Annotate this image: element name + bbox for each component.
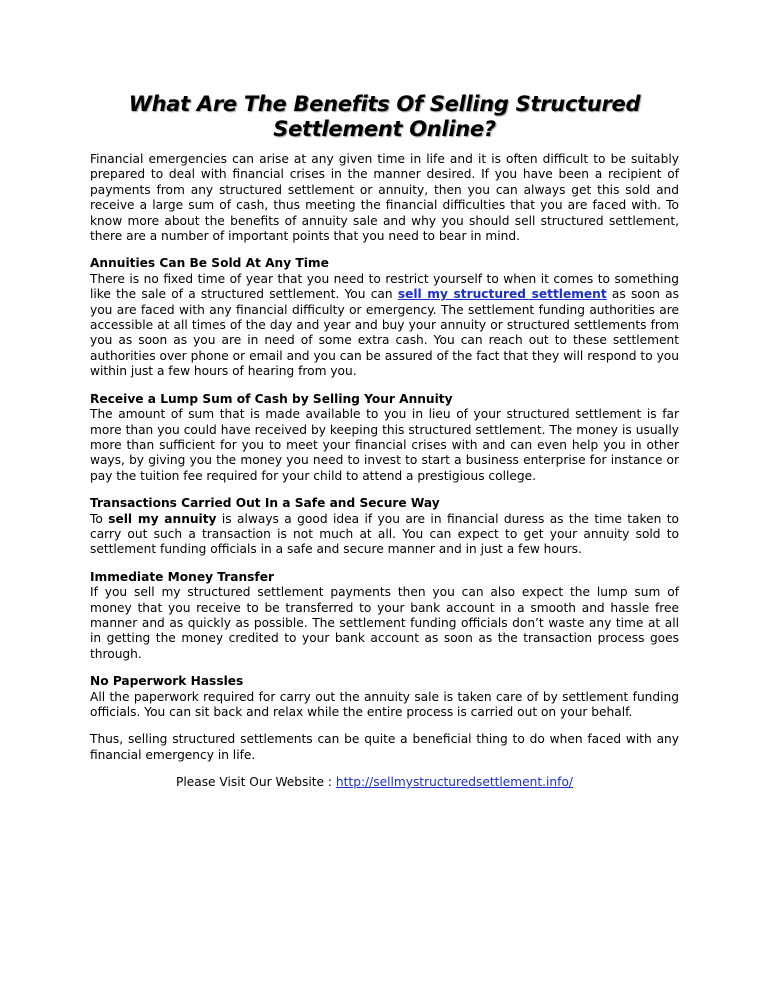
section-money-transfer (90, 570, 679, 662)
section-heading: No Paperwork Hassles (90, 674, 244, 689)
website-link[interactable]: http://sellmystructuredsettlement.info/ (335, 775, 574, 790)
footer-line (90, 775, 679, 790)
body-text: There is no fixed time of year that you need to restrict yourself to when it comes to something like the sale of a structured settlement. You can (90, 271, 679, 302)
title-line-2: Settlement Online? (273, 117, 496, 141)
section-body: If you sell my structured settlement payments then you can also expect the lump sum of money that you receive to be transferred to your bank account in a smooth and hassle free manner and as quickly as possible. The settlement funding officials don’t waste any time at all in getting the money credited to your bank account as soon as the transaction process goes through. (90, 585, 679, 661)
body-text: To (90, 511, 109, 526)
section-body (90, 272, 679, 380)
section-no-paperwork (90, 674, 679, 720)
conclusion-paragraph: Thus, selling structured settlements can be quite a beneficial thing to do when faced with any financial emergency in life. (90, 732, 679, 762)
section-heading: Receive a Lump Sum of Cash by Selling Your Annuity (90, 391, 453, 406)
section-body: The amount of sum that is made available to you in lieu of your structured settlement is far more than you could have received by keeping this structured settlement. The money is usually more than sufficient for you to meet your financial crises with and can even help you in other ways, by giving you the money you need to invest to start a business enterprise for instance or pay the tuition fee required for your child to attend a prestigious college. (90, 407, 679, 483)
section-body (90, 512, 679, 558)
section-annuities-any-time (90, 256, 679, 379)
section-heading: Transactions Carried Out In a Safe and Secure Way (90, 496, 440, 511)
section-lump-sum (90, 392, 679, 484)
body-text: is always a good idea if you are in financial duress as the time taken to carry out such a transaction is not much at all. You can expect to get your annuity sold to settlement funding officials in a safe and secure manner and in just a few hours. (90, 511, 679, 557)
title-line-1: What Are The Benefits Of Selling Structured (128, 92, 641, 116)
intro-paragraph: Financial emergencies can arise at any given time in life and it is often difficult to be suitably prepared to deal with financial crises in the manner desired. If you have been a recipient of payments from any structured settlement or annuity, then you can always get this sold and receive a large sum of cash, thus meeting the financial difficulties that you are faced with. To know more about the benefits of annuity sale and why you should sell structured settlement, there are a number of important points that you need to bear in mind. (90, 152, 679, 244)
document-page (90, 92, 679, 791)
section-body: All the paperwork required for carry out the annuity sale is taken care of by settlement funding officials. You can sit back and relax while the entire process is carried out on your behalf. (90, 689, 679, 719)
section-safe-secure (90, 496, 679, 558)
footer-label: Please Visit Our Website : (176, 775, 336, 790)
section-heading: Annuities Can Be Sold At Any Time (90, 256, 329, 271)
section-heading: Immediate Money Transfer (90, 569, 275, 584)
sell-my-annuity-bold: sell my annuity (108, 511, 217, 526)
body-text: as soon as you are faced with any financial difficulty or emergency. The settlement funding authorities are accessible at all times of the day and year and buy your annuity or structured settlements from you as soon as you are in need of some extra cash. You can reach out to these settlement authorities over phone or email and you can be assured of the fact that they will respond to you within just a few hours of hearing from you. (90, 287, 679, 379)
sell-my-structured-settlement-link[interactable]: sell my structured settlement (397, 287, 607, 302)
document-title (90, 92, 679, 142)
